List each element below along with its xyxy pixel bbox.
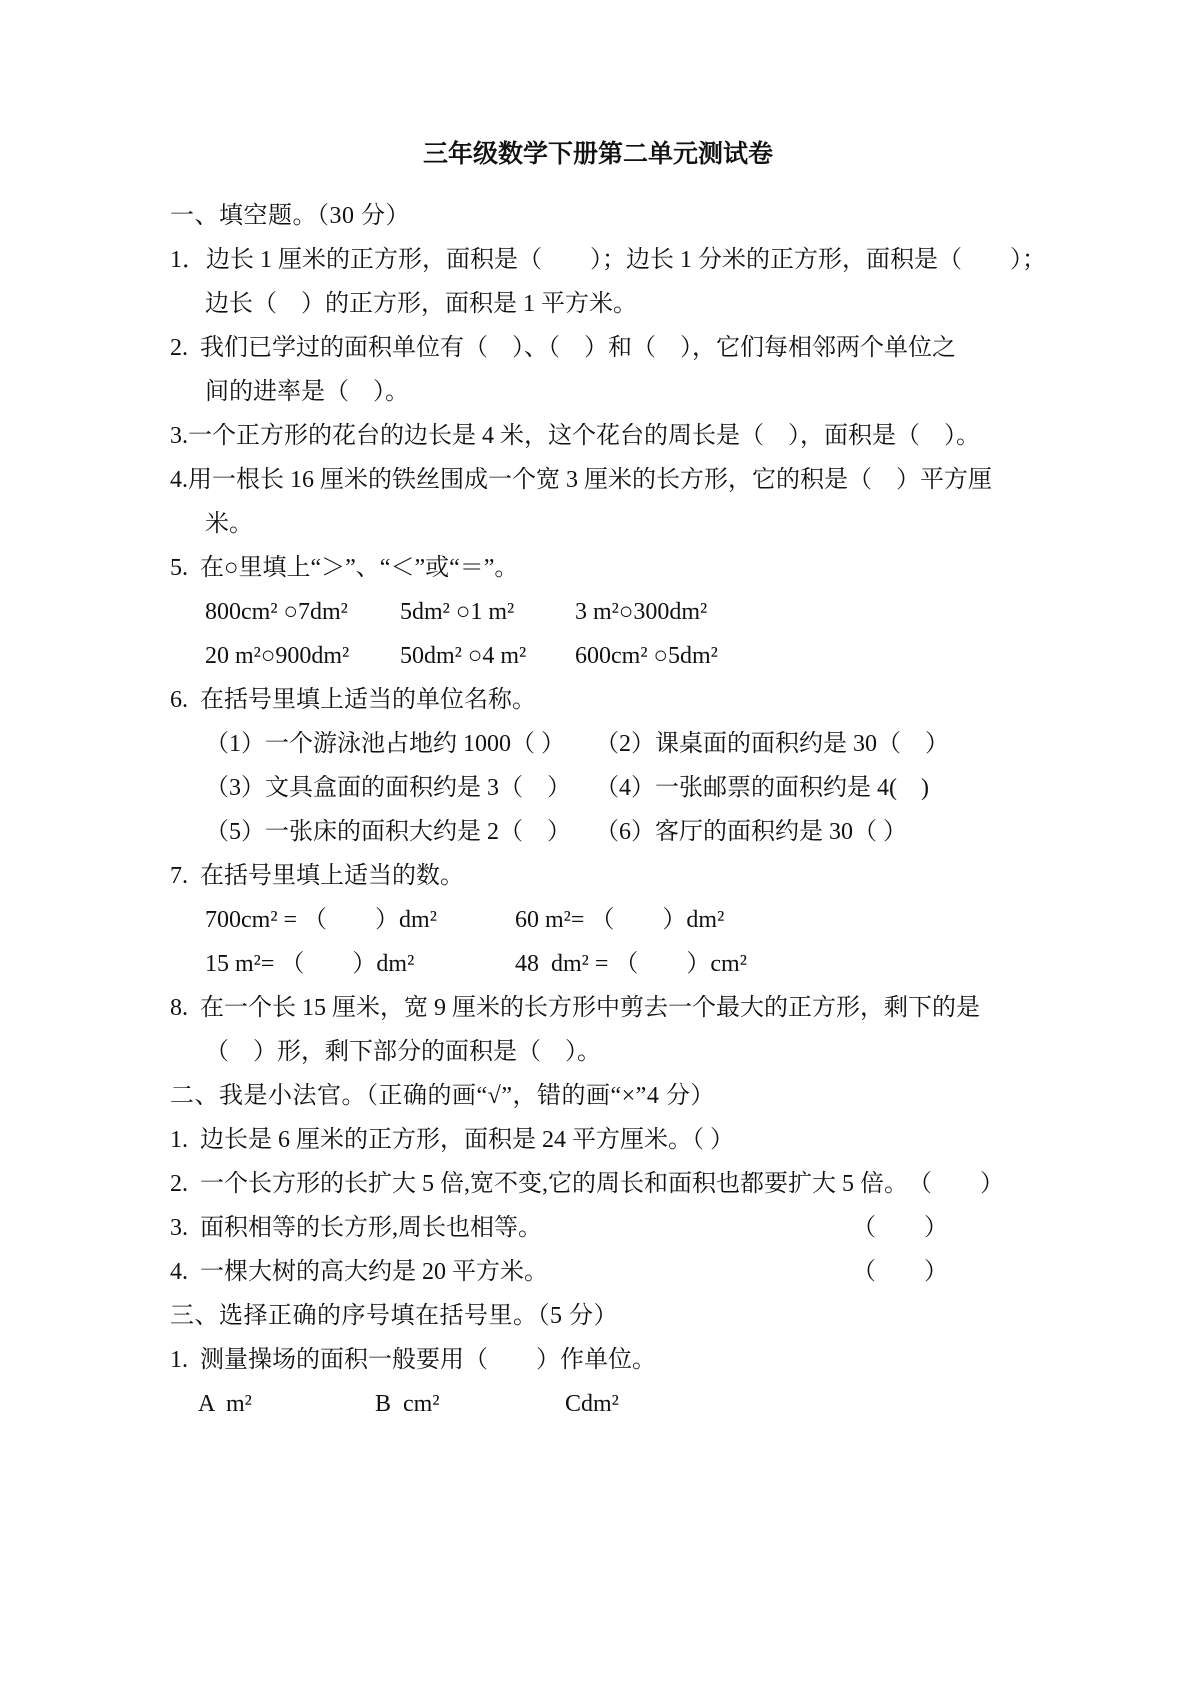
- sub-items-row: [170, 722, 1026, 766]
- page-title: 三年级数学下册第二单元测试卷: [422, 141, 773, 168]
- sub-item: 800cm² ○7dm²: [205, 599, 348, 625]
- section-heading: 三、选择正确的序号填在括号里。（5 分）: [170, 1303, 618, 1329]
- answer-bracket: （ ）: [852, 1215, 948, 1241]
- sub-items-row: [170, 634, 1026, 678]
- question-text: 4. 一棵大树的高大约是 20 平方米。: [170, 1259, 548, 1285]
- judge-question-row: [170, 1162, 1004, 1206]
- sub-item: 600cm² ○5dm²: [575, 643, 718, 669]
- question-text-line: 米。: [205, 511, 253, 537]
- sub-item: 15 m²= （ ）dm²: [205, 951, 415, 977]
- question-text-line: 5. 在○里填上“＞”、“＜”或“＝”。: [170, 555, 519, 581]
- question-text-line: 8. 在一个长 15 厘米，宽 9 厘米的长方形中剪去一个最大的正方形，剩下的是: [170, 995, 980, 1021]
- answer-options-row: [170, 1382, 1026, 1426]
- sub-items-row: [170, 590, 1026, 634]
- question-text-line: 边长（ ）的正方形，面积是 1 平方米。: [205, 291, 637, 317]
- sub-item: （6）客厅的面积约是 30（ ）: [595, 819, 907, 845]
- question-text-line: 3.一个正方形的花台的边长是 4 米，这个花台的周长是（ ），面积是（ ）。: [170, 423, 980, 449]
- sub-item: （1）一个游泳池占地约 1000（ ）: [205, 731, 565, 757]
- sub-item: 48 dm² = （ ）cm²: [515, 951, 747, 977]
- question-text-line: 1．边长 1 厘米的正方形，面积是（ ）；边长 1 分米的正方形，面积是（ ）；: [170, 247, 1046, 273]
- sub-item: （4）一张邮票的面积约是 4( ): [595, 775, 929, 801]
- section-heading: 二、我是小法官。（正确的画“√”，错的画“×”4 分）: [170, 1083, 715, 1109]
- question-text-line: 4.用一根长 16 厘米的铁丝围成一个宽 3 厘米的长方形，它的积是（ ）平方厘: [170, 467, 992, 493]
- sub-item: 20 m²○900dm²: [205, 643, 350, 669]
- sub-item: （3）文具盒面的面积约是 3（ ）: [205, 775, 571, 801]
- answer-bracket: （ ）: [852, 1259, 948, 1285]
- sub-items-row: [170, 942, 1026, 986]
- sub-items-row: [170, 810, 1026, 854]
- page-content: [170, 138, 1046, 1426]
- question-text-line: 2. 我们已学过的面积单位有（ ）、（ ）和（ ），它们每相邻两个单位之: [170, 335, 956, 361]
- sub-items-row: [170, 898, 1026, 942]
- sub-items-row: [170, 766, 1026, 810]
- question-text-line: 7. 在括号里填上适当的数。: [170, 863, 464, 889]
- answer-option: Cdm²: [565, 1391, 619, 1417]
- sub-item: 3 m²○300dm²: [575, 599, 708, 625]
- judge-question-row: [170, 1250, 948, 1294]
- sub-item: 700cm² = （ ）dm²: [205, 907, 437, 933]
- question-text-line: 6. 在括号里填上适当的单位名称。: [170, 687, 536, 713]
- question-text-line: 1. 测量操场的面积一般要用（ ）作单位。: [170, 1347, 656, 1373]
- sub-item: 60 m²= （ ）dm²: [515, 907, 725, 933]
- judge-question-row: [170, 1206, 948, 1250]
- answer-option: A m²: [198, 1391, 252, 1417]
- question-text: 2. 一个长方形的长扩大 5 倍,宽不变,它的周长和面积也都要扩大 5 倍。: [170, 1171, 908, 1197]
- sub-item: （2）课桌面的面积约是 30（ ）: [595, 731, 949, 757]
- question-text-line: 间的进率是（ ）。: [205, 379, 409, 405]
- sub-item: 50dm² ○4 m²: [400, 643, 527, 669]
- section-heading: 一、填空题。（30 分）: [170, 203, 410, 229]
- question-text-line: （ ）形，剩下部分的面积是（ ）。: [205, 1039, 601, 1065]
- question-text: 3. 面积相等的长方形,周长也相等。: [170, 1215, 542, 1241]
- answer-option: B cm²: [375, 1391, 440, 1417]
- sub-item: （5）一张床的面积大约是 2（ ）: [205, 819, 571, 845]
- sub-item: 5dm² ○1 m²: [400, 599, 515, 625]
- question-lines: [170, 194, 1046, 1426]
- answer-bracket: （ ）: [908, 1171, 1004, 1197]
- question-text-line: 1. 边长是 6 厘米的正方形，面积是 24 平方厘米。（ ）: [170, 1127, 734, 1153]
